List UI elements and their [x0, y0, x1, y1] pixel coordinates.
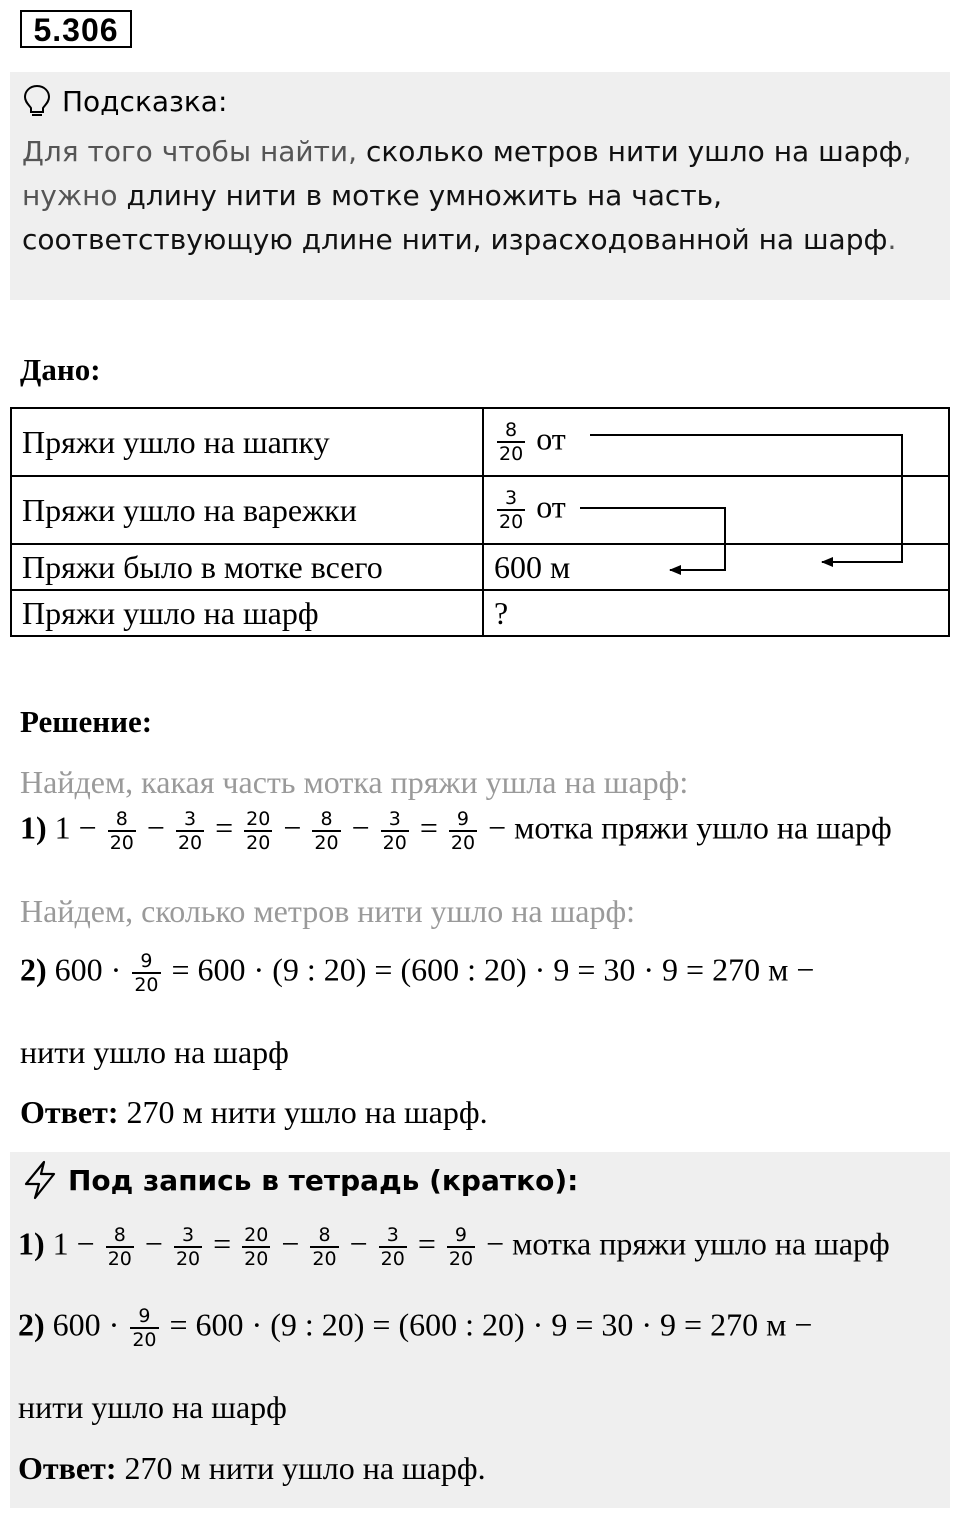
fraction-den: 20: [314, 832, 339, 854]
step-label: 2): [18, 1306, 45, 1343]
fraction: [310, 1224, 338, 1270]
fraction-den: 20: [382, 832, 407, 854]
step2-continuation: нити ушло на шарф: [20, 1034, 289, 1070]
hint-title-text: Подсказка:: [62, 84, 228, 118]
step-tail: = 600 · (9 : 20) = (600 : 20) · 9 = 30 · 9 = 270 м −: [169, 1306, 813, 1343]
short-step2-continuation: нити ушло на шарф: [18, 1389, 287, 1425]
fraction: [244, 808, 272, 854]
hint-text-part: сколько метров нити ушло на шарф: [365, 135, 903, 168]
step2-note: Найдем, сколько метров нити ушло на шарф:: [20, 893, 636, 929]
fraction-num: 3: [505, 487, 518, 509]
answer-text: 270 м нити ушло на шарф.: [116, 1450, 486, 1486]
fraction-num: 8: [320, 808, 333, 830]
fraction: [174, 1224, 202, 1270]
step-part: 600 ·: [52, 1306, 120, 1343]
fraction-num: 9: [454, 1224, 468, 1246]
fraction: [379, 1224, 407, 1270]
step-label: 1): [18, 1225, 45, 1262]
fraction-num: 9: [456, 808, 470, 830]
fraction: [449, 808, 477, 854]
fraction-num: 8: [115, 808, 128, 830]
task-number: 5.306: [20, 10, 132, 48]
step1-line: 1) 1 − $\frac{8}{20}$ − $\frac{3}{20}$ = $\frac{20}{20}$ − $\frac{8}{20}$ − $\frac{3}{20}$ = $\frac{9}{20}$ − мотка пряжи ушло на шарф: [20, 808, 892, 854]
fraction: [312, 808, 340, 854]
hint-text-part: соответствующую длине нити, израсходованной на шарф: [22, 223, 888, 256]
fraction: [447, 1224, 475, 1270]
fraction-den: 20: [134, 974, 159, 996]
short-title: [22, 1160, 578, 1200]
fraction-den: 20: [450, 832, 476, 854]
fraction: [130, 1305, 158, 1351]
given-title: Дано:: [20, 352, 101, 387]
fraction-num: 8: [505, 419, 518, 441]
fraction: [176, 808, 204, 854]
step-label: 2): [20, 951, 47, 988]
fraction: [108, 808, 136, 854]
step1-note: Найдем, какая часть мотка пряжи ушла на шарф:: [20, 764, 689, 800]
fraction-den: 20: [499, 443, 524, 465]
hint-text-part: .: [887, 223, 897, 256]
fraction-den: 20: [244, 1248, 269, 1270]
fraction-den: 20: [132, 1329, 157, 1351]
fraction-num: 8: [113, 1224, 126, 1246]
answer-label: Ответ:: [20, 1094, 119, 1130]
arrow-mittens-to-total: [580, 508, 725, 570]
fraction-den: 20: [177, 832, 203, 854]
answer-label: Ответ:: [18, 1450, 117, 1486]
fraction-den: 20: [499, 511, 524, 533]
fraction: [106, 1224, 134, 1270]
fraction-den: 20: [312, 1248, 337, 1270]
answer-text: 270 м нити ушло на шарф.: [118, 1094, 488, 1130]
fraction: [242, 1224, 270, 1270]
table-cell: Пряжи было в мотке всего: [11, 544, 483, 590]
fraction-den: 20: [107, 1248, 132, 1270]
fraction-num: 8: [318, 1224, 331, 1246]
hint-text-part: Для того чтобы найти,: [22, 135, 366, 168]
fraction-num: 3: [386, 1224, 399, 1246]
table-cell: Пряжи ушло на шапку: [11, 408, 483, 476]
fraction: [381, 808, 409, 854]
step2-line: [20, 950, 814, 996]
hint-text-part: нужно: [22, 179, 127, 212]
hint-text-part: длину нити в мотке умножить на часть,: [126, 179, 723, 212]
step-label: 1): [20, 809, 47, 846]
fraction-num: 9: [138, 1305, 151, 1327]
reference-arrows: [0, 0, 960, 640]
fraction-num: 3: [183, 808, 197, 830]
step-part: 600 ·: [54, 951, 122, 988]
arrow-hat-to-total: [590, 435, 902, 562]
short-step1-line: 1) 1 − $\frac{8}{20}$ − $\frac{3}{20}$ = $\frac{20}{20}$ − $\frac{8}{20}$ − $\frac{3}{20}$ = $\frac{9}{20}$ − мотка пряжи ушло на шарф: [18, 1224, 890, 1270]
fraction-num: 3: [181, 1224, 195, 1246]
step-tail: − мотка пряжи ушло на шарф: [486, 1225, 890, 1262]
cell-suffix: от: [536, 488, 566, 525]
table-cell: Пряжи ушло на варежки: [11, 476, 483, 544]
answer-line: [20, 1094, 488, 1131]
fraction-den: 20: [246, 832, 271, 854]
fraction-num: 9: [140, 950, 153, 972]
fraction-num: 20: [246, 808, 271, 830]
step-tail: = 600 · (9 : 20) = (600 : 20) · 9 = 30 · 9 = 270 м −: [171, 951, 815, 988]
fraction-den: 20: [380, 1248, 405, 1270]
table-cell: ?: [483, 590, 949, 636]
fraction-den: 20: [109, 832, 134, 854]
step-tail: − мотка пряжи ушло на шарф: [488, 809, 892, 846]
fraction: [132, 950, 160, 996]
short-step2-line: [18, 1305, 812, 1351]
hint-text-part: ,: [902, 135, 912, 168]
solution-title: Решение:: [20, 704, 153, 739]
lightning-icon: [22, 1160, 58, 1200]
fraction-den: 20: [175, 1248, 201, 1270]
fraction-num: 3: [388, 808, 401, 830]
fraction-den: 20: [448, 1248, 474, 1270]
fraction-num: 20: [244, 1224, 269, 1246]
short-title-text: Под запись в тетрадь (кратко):: [68, 1163, 579, 1197]
table-cell: 600 м: [483, 544, 949, 590]
cell-suffix: от: [536, 420, 566, 457]
short-answer-line: [18, 1450, 486, 1487]
table-cell: Пряжи ушло на шарф: [11, 590, 483, 636]
